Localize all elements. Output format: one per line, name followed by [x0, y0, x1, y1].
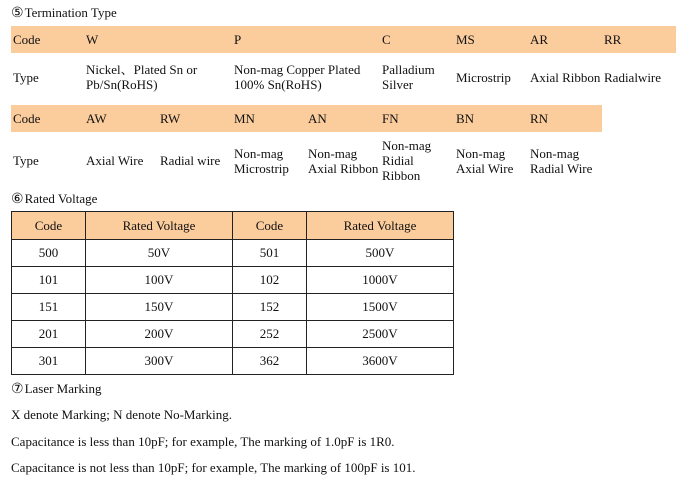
code-cell: RR — [602, 26, 676, 53]
laser-marking-line-2: Capacitance is less than 10pF; for example, The marking of 1.0pF is 1R0. — [11, 434, 395, 449]
code-cell: FN — [380, 105, 454, 132]
code-cell: 301 — [12, 348, 86, 375]
type-cell: Non-mag Copper Plated 100% Sn(RoHS) — [232, 53, 380, 101]
code-cell: MN — [232, 105, 306, 132]
code-cell: AR — [528, 26, 602, 53]
code-cell: 201 — [12, 321, 86, 348]
code-cell: 101 — [12, 267, 86, 294]
header-code: Code — [233, 212, 307, 240]
code-cell: 252 — [233, 321, 307, 348]
laser-marking-line-3: Capacitance is not less than 10pF; for example, The marking of 100pF is 101. — [11, 460, 416, 475]
header-rated-voltage: Rated Voltage — [307, 212, 454, 240]
rated-voltage-table — [11, 211, 454, 375]
voltage-cell: 2500V — [307, 321, 454, 348]
type-cell: Microstrip — [454, 53, 528, 101]
section-title-rated-voltage — [11, 191, 97, 208]
code-cell: 152 — [233, 294, 307, 321]
voltage-cell: 3600V — [307, 348, 454, 375]
voltage-cell: 150V — [86, 294, 233, 321]
code-cell: AN — [306, 105, 380, 132]
code-label: Code — [11, 26, 84, 53]
section-title-text: Termination Type — [24, 5, 117, 20]
code-cell: P — [232, 26, 380, 53]
section-number: ⑤ — [11, 6, 24, 21]
type-cell: Non-mag Microstrip — [232, 132, 306, 189]
voltage-cell: 50V — [86, 240, 233, 267]
code-cell: 500 — [12, 240, 86, 267]
voltage-cell: 500V — [307, 240, 454, 267]
code-cell: RN — [528, 105, 602, 132]
table-row — [12, 267, 454, 294]
type-cell: Non-mag Axial Wire — [454, 132, 528, 189]
type-cell: Axial Ribbon — [528, 53, 602, 101]
type-row — [11, 53, 676, 101]
code-cell: MS — [454, 26, 528, 53]
header-rated-voltage: Rated Voltage — [86, 212, 233, 240]
type-cell: Radialwire — [602, 53, 676, 101]
code-row — [11, 26, 676, 53]
table-row — [12, 321, 454, 348]
type-cell: Axial Wire — [84, 132, 158, 189]
code-cell: W — [84, 26, 232, 53]
header-code: Code — [12, 212, 86, 240]
type-cell: Non-mag Radial Wire — [528, 132, 602, 189]
type-row — [11, 132, 602, 189]
type-label: Type — [11, 53, 84, 101]
code-cell: BN — [454, 105, 528, 132]
table-header-row — [12, 212, 454, 240]
type-label: Type — [11, 132, 84, 189]
code-row — [11, 105, 602, 132]
laser-marking-line-1: X denote Marking; N denote No-Marking. — [11, 407, 232, 422]
code-label: Code — [11, 105, 84, 132]
code-cell: C — [380, 26, 454, 53]
voltage-cell: 1000V — [307, 267, 454, 294]
section-title-laser-marking — [11, 381, 101, 398]
type-cell: Non-mag Ridial Ribbon — [380, 132, 454, 189]
code-cell: 362 — [233, 348, 307, 375]
type-cell: Palladium Silver — [380, 53, 454, 101]
type-cell: Nickel、Plated Sn or Pb/Sn(RoHS) — [84, 53, 232, 101]
code-cell: 102 — [233, 267, 307, 294]
termination-table-2 — [11, 105, 602, 189]
type-cell: Radial wire — [158, 132, 232, 189]
table-row — [12, 240, 454, 267]
table-row — [12, 294, 454, 321]
table-row — [12, 348, 454, 375]
voltage-cell: 300V — [86, 348, 233, 375]
voltage-cell: 100V — [86, 267, 233, 294]
code-cell: 151 — [12, 294, 86, 321]
code-cell: 501 — [233, 240, 307, 267]
type-cell: Non-mag Axial Ribbon — [306, 132, 380, 189]
section-title-termination — [11, 5, 117, 22]
section-number: ⑥ — [11, 192, 24, 207]
section-title-text: Rated Voltage — [24, 191, 98, 206]
voltage-cell: 200V — [86, 321, 233, 348]
termination-table-1 — [11, 26, 676, 101]
code-cell: RW — [158, 105, 232, 132]
voltage-cell: 1500V — [307, 294, 454, 321]
code-cell: AW — [84, 105, 158, 132]
section-title-text: Laser Marking — [24, 381, 102, 396]
section-number: ⑦ — [11, 382, 24, 397]
